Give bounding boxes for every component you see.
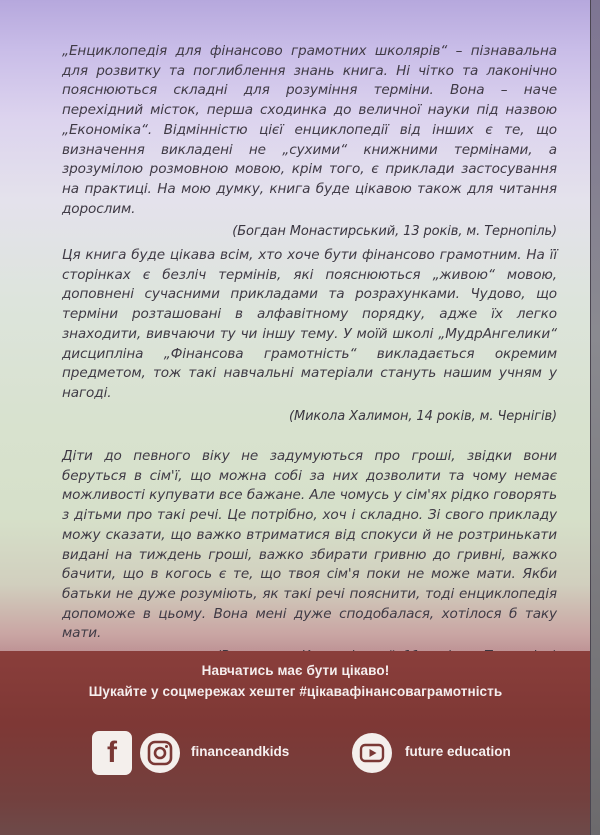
facebook-glyph: f	[107, 736, 117, 769]
review-text: „Енциклопедія для фінансово грамотних школярів“ – пізнавальна для розвитку та поглиблення знань книга. Ні чітко та лаконічно пояснюються складні для розуміння терміни. Вона – наче перехідний місток, перша сходинка до величної науки під назвою „Економіка“. Відмінністю цієї енциклопедії від інших є те, що визначення викладені не „сухими“ книжними термінами, а зрозумілою розмовною мовою, крім того, є приклади застосування на практиці. На мою думку, книга буде цікавою також для читання дорослим.	[62, 43, 557, 217]
footer-band	[0, 651, 591, 835]
social-handle: financeandkids	[191, 744, 290, 759]
instagram-icon	[140, 733, 180, 773]
youtube-handle: future education	[405, 744, 511, 759]
book-spine-edge	[590, 0, 600, 835]
review-author: (Микола Халимон, 14 років, м. Чернігів)	[289, 408, 557, 424]
review-author: (Богдан Монастирський, 13 років, м. Тернопіль)	[232, 224, 557, 240]
review-text: Ця книга буде цікава всім, хто хоче бути фінансово грамотним. На її сторінках є безліч термінів, які пояснюються „живою“ мовою, доповнені сучасними прикладами та розрахунками. Чудово, що терміни розташовані в алфавітному порядку, адже їх легко знаходити, вивчаючи ту чи іншу тему. У моїй школі „МудрАнгелики“ дисципліна „Фінансова грамотність“ викладається окремим предметом, тож такі навчальні матеріали стануть нашим учням у нагоді.	[62, 247, 557, 401]
review-2	[62, 246, 557, 426]
slogan-line-1: Навчатись має бути цікаво!	[201, 663, 390, 678]
youtube-icon	[352, 733, 392, 773]
review-1	[62, 42, 557, 242]
review-3	[62, 447, 557, 667]
review-text: Діти до певного віку не задумуються про гроші, звідки вони беруться в сім'ї, що можна собі за них дозволити та чому немає можливості купувати все бажане. Але чомусь у сім'ях рідко говорять з дітьми про такі речі. Це потрібно, хоч і складно. Зі свого прикладу можу сказати, що важко втриматися від спокуси й не розтринькати видані на тиждень гроші, важко збирати гривню до гривні, важко бачити, що в когось є те, що твоя сім'я поки не може мати. Якби батьки не дуже розуміють, як такі речі пояснити, тоді енциклопедія допоможе в цьому. Вона мені дуже сподобалася, хотілося б таку мати.	[62, 448, 557, 642]
facebook-icon	[92, 731, 132, 775]
slogan-hashtag-line: Шукайте у соцмережах хештег #цікавафінансоваграмотність	[88, 684, 503, 699]
